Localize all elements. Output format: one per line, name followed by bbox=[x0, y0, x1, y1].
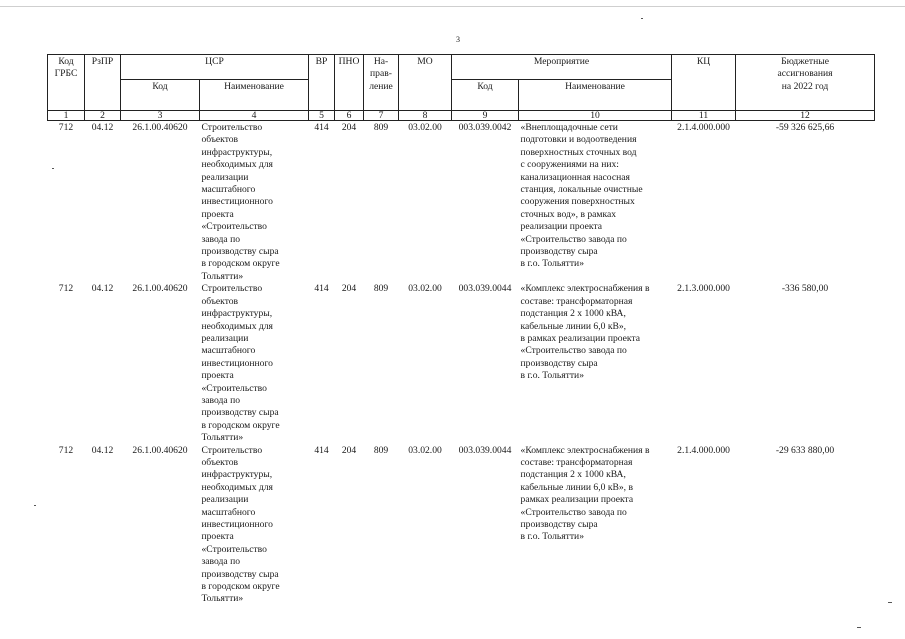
header-mer-kod: Код bbox=[452, 80, 519, 111]
cell-csr-kod: 26.1.00.40620 bbox=[132, 283, 188, 295]
column-number: 12 bbox=[736, 111, 875, 121]
cell-napr: 809 bbox=[373, 444, 389, 456]
cell-mer-name: «Внеплощадочные сети подготовки и водоотведения поверхностных сточных вод с сооружениями на них: канализационная насосная станция, локальные очистные сооружения поверхностных сточных вод», в рамках реализации проекта «Строительство завода по производству сыра в г.о. Тольятти» bbox=[520, 122, 643, 270]
cell-mer-name: «Комплекс электроснабжения в составе: трансформаторная подстанция 2 х 1000 кВА, кабельные линии 6,0 кВ», в рамках реализации проекта «Строительство завода по производству сыра в г.о. Тольятти» bbox=[520, 283, 650, 382]
cell-mer-name: «Комплекс электроснабжения в составе: трансформаторная подстанция 2 х 1000 кВА, кабельные линии 6,0 кВ», в рамках реализации проекта «Строительство завода по производству сыра в г.о. Тольятти» bbox=[520, 444, 650, 543]
header-kc: КЦ bbox=[672, 55, 736, 111]
cell-rzpr: 04.12 bbox=[91, 283, 114, 295]
cell-pno: 204 bbox=[341, 283, 357, 295]
scan-edge-line bbox=[0, 6, 905, 7]
cell-kc: 2.1.3.000.000 bbox=[677, 283, 730, 295]
cell-mer-kod: 003.039.0044 bbox=[458, 283, 512, 295]
column-number: 4 bbox=[200, 111, 309, 121]
cell-amount: -59 326 625,66 bbox=[775, 122, 835, 133]
header-meropriyatie: Мероприятие bbox=[452, 55, 672, 80]
column-number-row bbox=[48, 111, 875, 121]
cell-mo: 03.02.00 bbox=[408, 283, 442, 295]
cell-kc: 2.1.4.000.000 bbox=[677, 444, 730, 456]
cell-csr-name: Строительство объектов инфраструктуры, необходимых для реализации масштабного инвестиционного проекта «Строительство завода по производству сыра в городском округе Тольятти» bbox=[201, 444, 280, 605]
cell-csr-kod: 26.1.00.40620 bbox=[132, 122, 188, 133]
cell-pno: 204 bbox=[341, 122, 357, 133]
header-mo: МО bbox=[399, 55, 452, 111]
cell-napr: 809 bbox=[373, 122, 389, 133]
cell-vr: 414 bbox=[314, 444, 329, 456]
column-number: 10 bbox=[519, 111, 672, 121]
cell-rzpr: 04.12 bbox=[91, 122, 114, 133]
header-row-main bbox=[48, 55, 875, 80]
cell-mer-kod: 003.039.0044 bbox=[458, 444, 512, 456]
cell-vr: 414 bbox=[314, 122, 329, 133]
cell-kc: 2.1.4.000.000 bbox=[677, 122, 730, 133]
cell-napr: 809 bbox=[373, 283, 389, 295]
cell-csr-name: Строительство объектов инфраструктуры, необходимых для реализации масштабного инвестиционного проекта «Строительство завода по производству сыра в городском округе Тольятти» bbox=[201, 122, 280, 282]
column-number: 7 bbox=[364, 111, 399, 121]
column-number: 11 bbox=[672, 111, 736, 121]
cell-vr: 414 bbox=[314, 283, 329, 295]
cell-grbs: 712 bbox=[58, 283, 74, 295]
table-row bbox=[48, 121, 875, 284]
cell-mo: 03.02.00 bbox=[408, 444, 442, 456]
header-csr-name: Наименование bbox=[200, 80, 309, 111]
column-number: 5 bbox=[309, 111, 335, 121]
column-number: 6 bbox=[335, 111, 364, 121]
header-csr: ЦСР bbox=[121, 55, 309, 80]
scan-speck bbox=[52, 168, 54, 169]
column-number: 3 bbox=[121, 111, 200, 121]
scan-speck bbox=[857, 627, 861, 628]
cell-mo: 03.02.00 bbox=[408, 122, 442, 133]
table-row bbox=[48, 283, 875, 444]
column-number: 8 bbox=[399, 111, 452, 121]
scan-speck bbox=[34, 505, 36, 506]
header-csr-kod: Код bbox=[121, 80, 200, 111]
scan-speck bbox=[641, 18, 643, 19]
cell-csr-name: Строительство объектов инфраструктуры, необходимых для реализации масштабного инвестиционного проекта «Строительство завода по производству сыра в городском округе Тольятти» bbox=[201, 283, 280, 444]
header-rzpr: РзПР bbox=[85, 55, 121, 111]
scan-speck bbox=[888, 602, 892, 603]
header-kod-grbs: Код ГРБС bbox=[48, 55, 85, 111]
cell-grbs: 712 bbox=[58, 444, 74, 456]
cell-rzpr: 04.12 bbox=[91, 444, 114, 456]
column-number: 2 bbox=[85, 111, 121, 121]
page-number: 3 bbox=[456, 35, 460, 44]
cell-amount: -336 580,00 bbox=[781, 283, 829, 295]
table-row bbox=[48, 445, 875, 606]
header-budget: Бюджетные ассигнования на 2022 год bbox=[736, 55, 875, 111]
cell-amount: -29 633 880,00 bbox=[775, 444, 835, 456]
header-pno: ПНО bbox=[335, 55, 364, 111]
cell-csr-kod: 26.1.00.40620 bbox=[132, 444, 188, 456]
column-number: 1 bbox=[48, 111, 85, 121]
column-number: 9 bbox=[452, 111, 519, 121]
budget-allocation-table bbox=[47, 54, 875, 606]
header-mer-name: Наименование bbox=[519, 80, 672, 111]
cell-pno: 204 bbox=[341, 444, 357, 456]
cell-grbs: 712 bbox=[58, 122, 74, 133]
header-napravlenie: На- прав- ление bbox=[364, 55, 399, 111]
header-vr: ВР bbox=[309, 55, 335, 111]
cell-mer-kod: 003.039.0042 bbox=[458, 122, 512, 133]
